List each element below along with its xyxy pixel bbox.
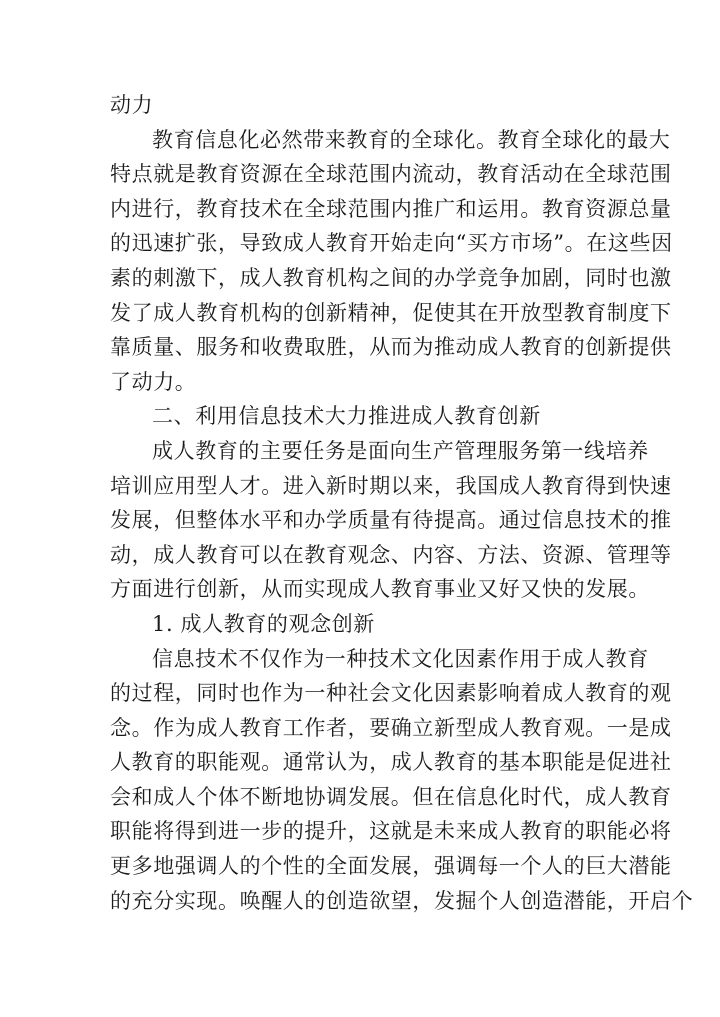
text-line: 动，成人教育可以在教育观念、内容、方法、资源、管理等 <box>110 542 672 567</box>
text-line: 培训应用型人才。进入新时期以来，我国成人教育得到快速 <box>110 473 672 498</box>
text-line: 更多地强调人的个性的全面发展，强调每一个人的巨大潜能 <box>110 854 672 879</box>
text-line: 的充分实现。唤醒人的创造欲望，发掘个人创造潜能，开启个 <box>110 888 694 913</box>
subsection-heading: 1. 成人教育的观念创新 <box>152 611 375 636</box>
text-line: 靠质量、服务和收费取胜，从而为推动成人教育的创新提供 <box>110 335 672 360</box>
text-line: 成人教育的主要任务是面向生产管理服务第一线培养 <box>152 438 649 463</box>
text-line: 的过程，同时也作为一种社会文化因素影响着成人教育的观 <box>110 681 672 706</box>
document-page <box>110 88 694 918</box>
section-heading: 二、利用信息技术大力推进成人教育创新 <box>152 404 541 429</box>
text-line: 发了成人教育机构的创新精神，促使其在开放型教育制度下 <box>110 300 672 325</box>
text-line: 职能将得到进一步的提升，这就是未来成人教育的职能必将 <box>110 819 672 844</box>
text-line: 的迅速扩张，导致成人教育开始走向“买方市场”。在这些因 <box>110 231 673 256</box>
text-line: 教育信息化必然带来教育的全球化。教育全球化的最大 <box>152 127 671 152</box>
text-line: 内进行，教育技术在全球范围内推广和运用。教育资源总量 <box>110 196 672 221</box>
text-line: 人教育的职能观。通常认为，成人教育的基本职能是促进社 <box>110 750 672 775</box>
text-line: 了动力。 <box>110 369 197 394</box>
text-line: 会和成人个体不断地协调发展。但在信息化时代，成人教育 <box>110 784 672 809</box>
text-line: 素的刺激下，成人教育机构之间的办学竞争加剧，同时也激 <box>110 265 672 290</box>
text-line: 方面进行创新，从而实现成人教育事业又好又快的发展。 <box>110 577 650 602</box>
text-line: 特点就是教育资源在全球范围内流动，教育活动在全球范围 <box>110 162 672 187</box>
text-line: 信息技术不仅作为一种技术文化因素作用于成人教育 <box>152 646 649 671</box>
text-line: 念。作为成人教育工作者，要确立新型成人教育观。一是成 <box>110 715 672 740</box>
text-line: 发展，但整体水平和办学质量有待提高。通过信息技术的推 <box>110 508 672 533</box>
text-line: 动力 <box>110 93 154 117</box>
